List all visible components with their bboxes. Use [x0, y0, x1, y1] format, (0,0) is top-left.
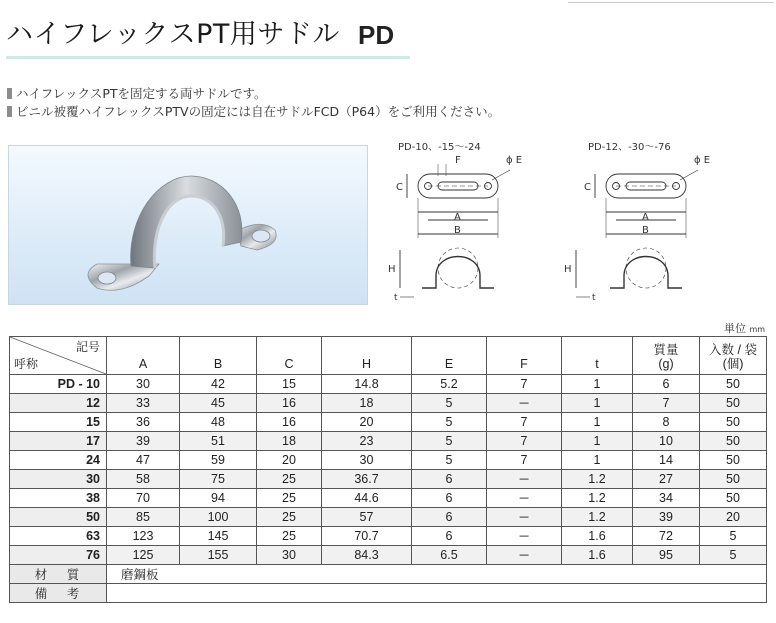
- value-cell: ─: [487, 489, 562, 508]
- value-cell: 39: [633, 508, 700, 527]
- column-header: A: [107, 337, 180, 375]
- value-cell: 47: [107, 451, 180, 470]
- column-header: E: [412, 337, 487, 375]
- table-row: [10, 375, 767, 394]
- value-cell: 94: [180, 489, 257, 508]
- dim-h: H: [564, 264, 572, 275]
- spec-table: [9, 336, 767, 603]
- value-cell: 1: [562, 394, 633, 413]
- value-cell: 1.6: [562, 527, 633, 546]
- value-cell: 50: [700, 432, 767, 451]
- value-cell: 70.7: [322, 527, 412, 546]
- value-cell: 6: [633, 375, 700, 394]
- page-title: [6, 16, 410, 60]
- value-cell: 1: [562, 375, 633, 394]
- value-cell: 125: [107, 546, 180, 565]
- value-cell: ─: [487, 470, 562, 489]
- size-cell: 12: [10, 394, 107, 413]
- value-cell: 33: [107, 394, 180, 413]
- value-cell: 16: [257, 394, 322, 413]
- dim-h: H: [388, 264, 396, 275]
- top-rule: [568, 2, 774, 3]
- value-cell: 100: [180, 508, 257, 527]
- value-cell: 50: [700, 413, 767, 432]
- title-text: ハイフレックスPT用サドル: [6, 19, 340, 50]
- value-cell: 1.6: [562, 546, 633, 565]
- corner-cell: [10, 337, 107, 375]
- value-cell: 58: [107, 470, 180, 489]
- dim-t: t: [394, 293, 398, 303]
- remarks-value: [107, 584, 767, 603]
- dim-a: A: [454, 212, 461, 223]
- value-cell: 75: [180, 470, 257, 489]
- value-cell: 23: [322, 432, 412, 451]
- dim-e: ϕ E: [506, 155, 523, 166]
- value-cell: 7: [487, 375, 562, 394]
- dim-b: B: [454, 225, 461, 236]
- value-cell: 30: [257, 546, 322, 565]
- value-cell: 8: [633, 413, 700, 432]
- value-cell: 15: [257, 375, 322, 394]
- value-cell: 50: [700, 451, 767, 470]
- dim-e: ϕ E: [694, 155, 711, 166]
- column-header: t: [562, 337, 633, 375]
- value-cell: 50: [700, 470, 767, 489]
- value-cell: ─: [487, 394, 562, 413]
- diagram-right-label: PD-12、-30～-76: [588, 142, 671, 153]
- value-cell: 5: [412, 394, 487, 413]
- table-row: [10, 527, 767, 546]
- description-line-1: ハイフレックスPTを固定する両サドルです。: [7, 85, 267, 103]
- size-cell: 15: [10, 413, 107, 432]
- value-cell: ─: [487, 546, 562, 565]
- value-cell: 18: [257, 432, 322, 451]
- value-cell: 18: [322, 394, 412, 413]
- diagram-left: [370, 150, 540, 305]
- title-underline: [6, 56, 410, 59]
- footer-row: [10, 584, 767, 603]
- diagram-left-label: PD-10、-15～-24: [398, 142, 481, 153]
- value-cell: 34: [633, 489, 700, 508]
- value-cell: 6: [412, 489, 487, 508]
- value-cell: 72: [633, 527, 700, 546]
- value-cell: 5.2: [412, 375, 487, 394]
- value-cell: 25: [257, 489, 322, 508]
- value-cell: 1: [562, 413, 633, 432]
- value-cell: 59: [180, 451, 257, 470]
- value-cell: 5: [412, 432, 487, 451]
- table-row: [10, 432, 767, 451]
- value-cell: 20: [322, 413, 412, 432]
- value-cell: 145: [180, 527, 257, 546]
- value-cell: 1: [562, 432, 633, 451]
- value-cell: 6: [412, 527, 487, 546]
- corner-symbol-label: 記号: [75, 340, 100, 354]
- value-cell: 14: [633, 451, 700, 470]
- table-row: [10, 394, 767, 413]
- size-cell: 30: [10, 470, 107, 489]
- dim-b: B: [642, 225, 649, 236]
- column-header: B: [180, 337, 257, 375]
- value-cell: 25: [257, 508, 322, 527]
- value-cell: 5: [700, 527, 767, 546]
- value-cell: 7: [487, 413, 562, 432]
- value-cell: 20: [700, 508, 767, 527]
- value-cell: 36.7: [322, 470, 412, 489]
- value-cell: 42: [180, 375, 257, 394]
- table-row: [10, 451, 767, 470]
- value-cell: 51: [180, 432, 257, 451]
- value-cell: 50: [700, 489, 767, 508]
- value-cell: 50: [700, 394, 767, 413]
- corner-name-label: 呼称: [14, 357, 39, 371]
- value-cell: 70: [107, 489, 180, 508]
- material-label: 材 質: [10, 565, 107, 584]
- value-cell: 16: [257, 413, 322, 432]
- value-cell: 7: [487, 432, 562, 451]
- dim-a: A: [642, 212, 649, 223]
- value-cell: 6: [412, 508, 487, 527]
- value-cell: 155: [180, 546, 257, 565]
- table-body: [10, 375, 767, 603]
- size-cell: 76: [10, 546, 107, 565]
- size-cell: 38: [10, 489, 107, 508]
- column-header: 入数 / 袋 (個): [700, 337, 767, 375]
- value-cell: 25: [257, 527, 322, 546]
- diagram-right: [560, 150, 730, 305]
- value-cell: 7: [633, 394, 700, 413]
- size-cell: 24: [10, 451, 107, 470]
- value-cell: 57: [322, 508, 412, 527]
- value-cell: ─: [487, 508, 562, 527]
- value-cell: 27: [633, 470, 700, 489]
- value-cell: 45: [180, 394, 257, 413]
- product-photo: [8, 145, 368, 305]
- column-header: 質量 (g): [633, 337, 700, 375]
- value-cell: 5: [412, 451, 487, 470]
- footer-row: [10, 565, 767, 584]
- value-cell: 5: [412, 413, 487, 432]
- value-cell: 123: [107, 527, 180, 546]
- table-row: [10, 508, 767, 527]
- description-line-2: ビニル被覆ハイフレックスPTVの固定には自在サドルFCD（P64）をご利用ください。: [7, 103, 500, 121]
- value-cell: 44.6: [322, 489, 412, 508]
- bullet-square-icon: [7, 88, 12, 99]
- value-cell: 85: [107, 508, 180, 527]
- title-code: PD: [358, 20, 395, 50]
- header-row: [10, 337, 767, 375]
- size-cell: 63: [10, 527, 107, 546]
- table-row: [10, 413, 767, 432]
- column-header: F: [487, 337, 562, 375]
- dim-c: C: [584, 182, 591, 193]
- bullet-square-icon: [7, 106, 12, 117]
- value-cell: ─: [487, 527, 562, 546]
- value-cell: 1.2: [562, 489, 633, 508]
- value-cell: 84.3: [322, 546, 412, 565]
- value-cell: 6: [412, 470, 487, 489]
- value-cell: 1: [562, 451, 633, 470]
- value-cell: 7: [487, 451, 562, 470]
- table-row: [10, 470, 767, 489]
- dim-c: C: [396, 182, 403, 193]
- value-cell: 95: [633, 546, 700, 565]
- dim-t: t: [592, 293, 596, 303]
- dim-f: F: [455, 155, 461, 166]
- table-row: [10, 489, 767, 508]
- value-cell: 25: [257, 470, 322, 489]
- value-cell: 48: [180, 413, 257, 432]
- value-cell: 50: [700, 375, 767, 394]
- value-cell: 30: [107, 375, 180, 394]
- size-cell: PD - 10: [10, 375, 107, 394]
- remarks-label: 備 考: [10, 584, 107, 603]
- value-cell: 39: [107, 432, 180, 451]
- column-header: C: [257, 337, 322, 375]
- value-cell: 1.2: [562, 470, 633, 489]
- column-header: H: [322, 337, 412, 375]
- value-cell: 5: [700, 546, 767, 565]
- table-row: [10, 546, 767, 565]
- saddle-image: [9, 146, 368, 305]
- size-cell: 50: [10, 508, 107, 527]
- value-cell: 36: [107, 413, 180, 432]
- value-cell: 1.2: [562, 508, 633, 527]
- unit-note: 単位 mm: [724, 322, 766, 335]
- value-cell: 20: [257, 451, 322, 470]
- value-cell: 10: [633, 432, 700, 451]
- value-cell: 14.8: [322, 375, 412, 394]
- material-value: 磨鋼板: [107, 565, 767, 584]
- size-cell: 17: [10, 432, 107, 451]
- value-cell: 30: [322, 451, 412, 470]
- value-cell: 6.5: [412, 546, 487, 565]
